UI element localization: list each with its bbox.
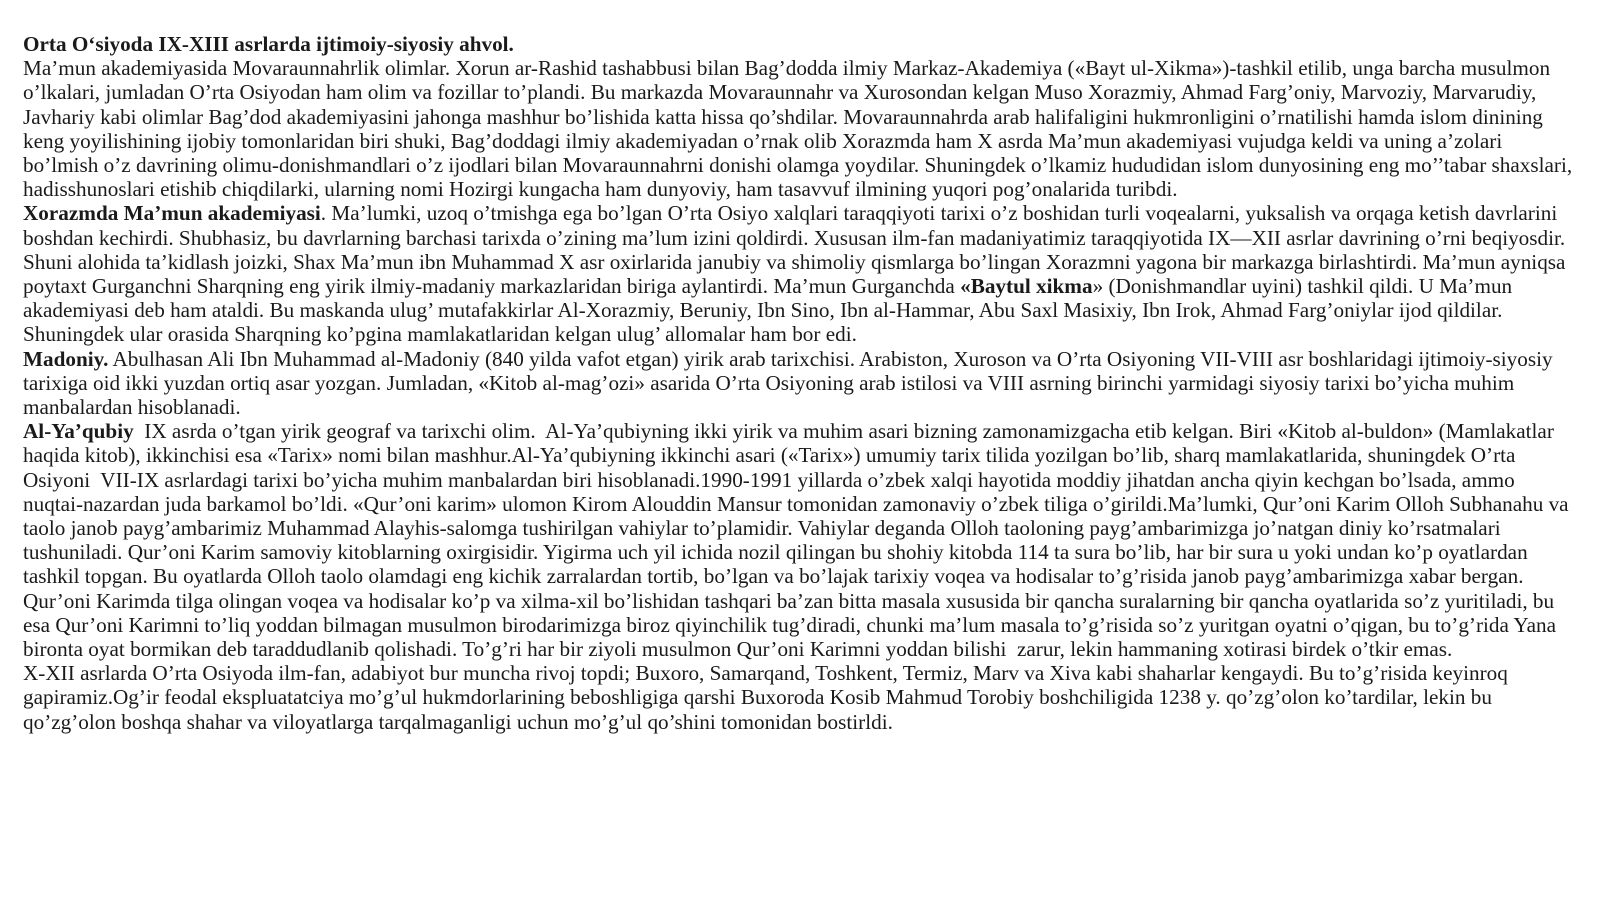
paragraph-madoniy <box>23 347 1580 420</box>
paragraph-heading: Madoniy. <box>23 346 109 371</box>
paragraph-mamun-baghdad <box>23 56 1580 201</box>
paragraph-text: Ma’mun akademiyasida Movaraunnahrlik olimlar. Xorun ar-Rashid tashabbusi bilan Bag’dodda ilmiy Markaz-Akademiya («Bayt ul-Xikma»)-tashkil etilib, unga barcha musulmon o’lkalari, jumladan O’rta Osiyodan ham olim va fozillar to’plandi. Bu markazda Movaraunnahr va Xurosondan kelgan Muso Xorazmiy, Ahmad Farg’oniy, Marvoziy, Marvarudiy, Javhariy kabi olimlar Bag’dod akademiyasini jahonga mashhur bo’lishida katta hissa qo’shdilar. Movaraunnahrda arab halifaligini hukmronligini o’rnatilishi hamda islom dinining keng yoyilishining ijobiy tomonlaridan biri shuki, Bag’doddagi ilmiy akademiyadan o’rnak olib Xorazmda ham X asrda Ma’mun akademiyasi vujudga keldi va uning a’zolari bo’lmish o’z davrining olimu-donishmandlari o’z ijodlari bilan Movaraunnahrni donishi olamga yoydilar. Shuningdek o’lkamiz hududidan islom dunyosining eng mo’’tabar shaxslari, hadisshunoslari etishib chiqdilarki, ularning nomi Hozirgi kungacha ham dunyoviy, ham tasavvuf ilmining yuqori pog’onalarida turibdi. <box>23 56 1573 202</box>
paragraph-text: X-XII asrlarda O’rta Osiyoda ilm-fan, adabiyot bur muncha rivoj topdi; Buxoro, Samarqand, Toshkent, Termiz, Marv va Xiva kabi shaharlar kengaydi. Bu to’g’risida keyinroq gapiramiz.Og’ir feodal ekspluatatciya mo’g’ul hukmdorlarining beboshligiga qarshi Buxoroda Kosib Mahmud Torobiy boshchiligida 1238 y. qo’zg’olon ko’tardilar, lekin bu qo’zg’olon boshqa shahar va viloyatlarga tarqalmaganligi uchun mo’g’ul qo’shini tomonidan bostirldi. <box>23 661 1508 734</box>
paragraph-heading: Xorazmda Ma’mun akademiyasi <box>23 201 321 226</box>
paragraph-khorezm-academy <box>23 201 1580 346</box>
paragraph-text: . Ma’lumki, uzoq o’tmishga ega bo’lgan O’rta Osiyo xalqlari taraqqiyoti tarixi o’z boshidan turli voqealarni, yuksalish va orqaga ketish davrlarini boshdan kechirdi. Shubhasiz, bu davrlarning barchasi tarixda o’zining ma’lum izini qoldirdi. Xususan ilm-fan madaniyatimiz taraqqiyotida IX—XII asrlar davrining o’rni beqiyosdir. Shuni alohida ta’kidlash joizki, Shax Ma’mun ibn Muhammad X asr oxirlarida janubiy va shimoliy qismlarga bo’lingan Xorazmni yagona bir markazga birlashtirdi. Ma’mun ayniqsa poytaxt Gurganchni Sharqning eng yirik ilmiy-madaniy markazlaridan biriga aylantirdi. Ma’mun Gurganchda <box>23 201 1566 299</box>
paragraph-text: » (Donishmandlar uyini) tashkil qildi. U Ma’mun akademiyasi deb ham ataldi. Bu maskanda ulug’ mutafakkirlar Al-Xorazmiy, Beruniy, Ibn Sino, Ibn al-Hammar, Abu Saxl Masixiy, Ibn Irok, Ahmad Farg’oniylar ijod qildilar. Shuningdek ular orasida Sharqning ko’pgina mamlakatlaridan kelgan ulug’ allomalar ham bor edi. <box>23 274 1513 347</box>
paragraph-x-xii-centuries <box>23 661 1580 734</box>
paragraph-yaqubiy <box>23 419 1580 661</box>
paragraph-text: Abulhasan Ali Ibn Muhammad al-Madoniy (840 yilda vafot etgan) yirik arab tarixchisi. Arabiston, Xuroson va O’rta Osiyoning VII-VIII asr boshlaridagi ijtimoiy-siyosiy tarixiga oid ikki yuzdan ortiq asar yozgan. Jumladan, «Kitob al-mag’ozi» asarida O’rta Osiyoning arab istilosi va VIII asrning birinchi yarmidagi siyosiy tarixi bo’yicha muhim manbalardan hisoblanadi. <box>23 346 1553 420</box>
paragraph-heading: Al-Ya’qubiy <box>23 419 134 444</box>
baytul-xikma-term: «Baytul xikma <box>960 274 1093 299</box>
paragraph-text: IX asrda o’tgan yirik geograf va tarixchi olim. Al-Ya’qubiyning ikki yirik va muhim asari bizning zamonamizgacha etib kelgan. Biri «Kitob al-buldon» (Mamlakatlar haqida kitob), ikkinchisi esa «Tarix» nomi bilan mashhur.Al-Ya’qubiyning ikkinchi asari («Tarix») umumiy tarix tilida yozilgan bo’lib, sharq mamlakatlarida, shuningdek O’rta Osiyoni VII-IX asrlardagi tarixi bo’yicha muhim manbalardan biri hisoblanadi.1990-1991 yillarda o’zbek xalqi hayotida moddiy jihatdan ancha qiyin kechgan bo’lsada, ammo nuqtai-nazardan juda barkamol bo’ldi. «Qur’oni karim» ulomon Kirom Alouddin Mansur tomonidan zamonaviy o’zbek tiliga o’girildi.Ma’lumki, Qur’oni Karim Olloh Subhanahu va taolo janob payg’ambarimiz Muhammad Alayhis-salomga tushirilgan vahiylar to’plamidir. Vahiylar deganda Olloh taoloning payg’ambarimizga jo’natgan diniy ko’rsatmalari tushuniladi. Qur’oni Karim samoviy kitoblarning oxirgisidir. Yigirma uch yil ichida nozil qilingan bu shohiy kitobda 114 ta sura bo’lib, har bir sura u yoki undan ko’p oyatlardan tashkil topgan. Bu oyatlarda Olloh taolo olamdagi eng kichik zarralardan tortib, bo’lgan va bo’lajak tarixiy voqea va hodisalar to’g’risida janob payg’ambarimizga xabar bergan. Qur’oni Karimda tilga olingan voqea va hodisalar ko’p va xilma-xil bo’lishidan tashqari ba’zan bitta masala xususida bir qancha suralarning bir qancha oyatlarida so’z yuritiladi, bu esa Qur’oni Karimni to’liq yoddan bilmagan musulmon birodarimizga biroz qiyinchilik tug’diradi, chunki ma’lum masala to’g’risida so’z yuritgan oyatni o’qigan, bu to’g’rida Yana bironta oyat bormikan deb taraddudlanib qolishadi. To’g’ri har bir ziyoli musulmon Qur’oni Karimni yoddan bilishi zarur, lekin hammaning xotirasi birdek o’tkir emas. <box>23 419 1574 662</box>
document-title: Orta O‘siyoda IX-XIII asrlarda ijtimoiy-siyosiy ahvol. <box>23 32 514 56</box>
